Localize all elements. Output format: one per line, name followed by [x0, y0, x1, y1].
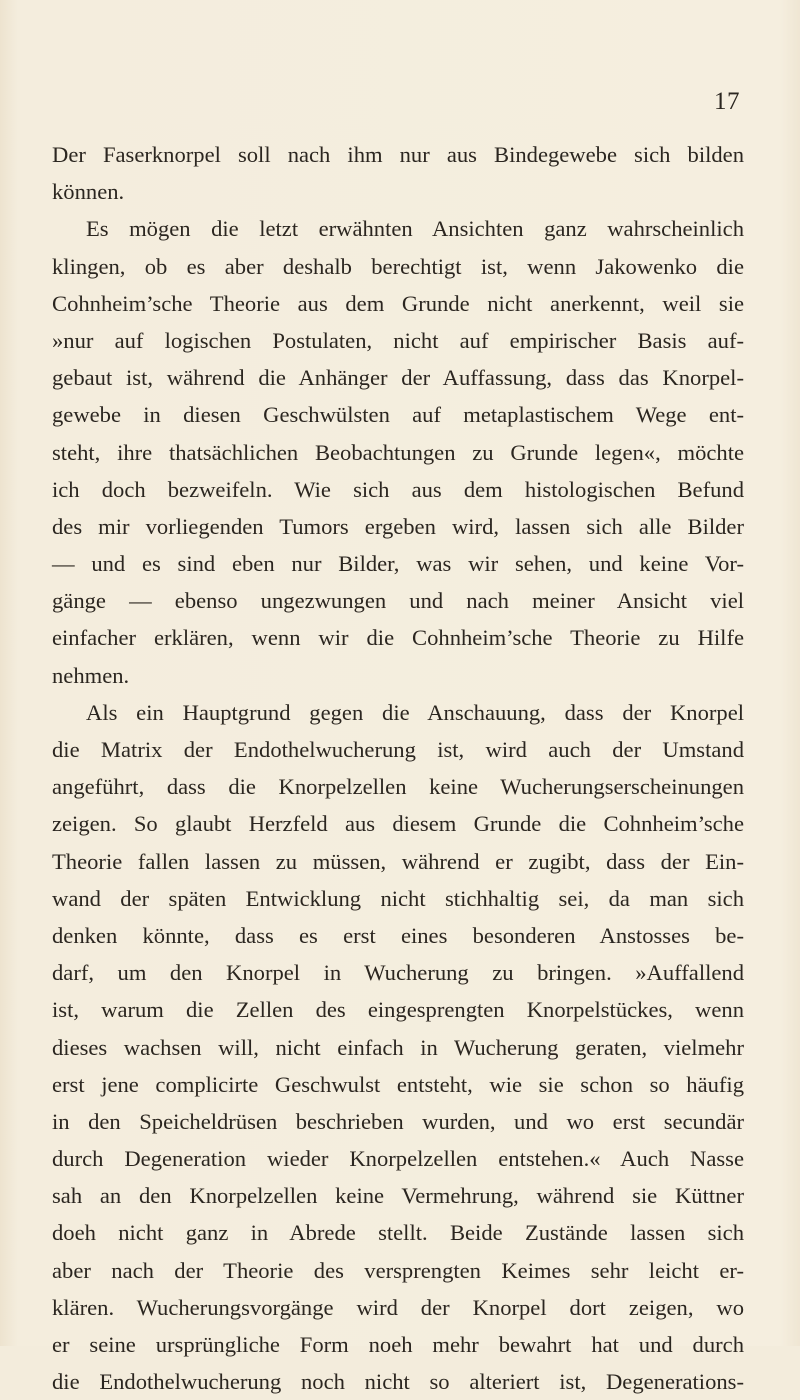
text-line: nehmen. — [52, 662, 130, 688]
text-line: ist, warum die Zellen des eingesprengten Knorpelstückes, wenn — [52, 997, 744, 1023]
text-line: denken könnte, dass es erst eines besonderen Anstosses be- — [52, 922, 744, 948]
text-line: Cohnheim’sche Theorie aus dem Grunde nicht anerkennt, weil sie — [52, 290, 744, 316]
text-line: klingen, ob es aber deshalb berechtigt ist, wenn Jakowenko die — [52, 253, 744, 279]
text-line: Als ein Hauptgrund gegen die Anschauung, dass der Knorpel — [86, 699, 744, 725]
text-line: des mir vorliegenden Tumors ergeben wird, lassen sich alle Bilder — [52, 513, 744, 539]
text-line: gebaut ist, während die Anhänger der Auffassung, dass das Knorpel- — [52, 365, 744, 391]
text-line: Theorie fallen lassen zu müssen, während er zugibt, dass der Ein- — [52, 848, 744, 874]
text-line: die Matrix der Endothelwucherung ist, wird auch der Umstand — [52, 737, 744, 762]
text-line: angeführt, dass die Knorpelzellen keine Wucherungserscheinungen — [52, 774, 744, 800]
text-line: die Endothelwucherung noch nicht so alteriert ist, Degenerations- — [52, 1369, 744, 1395]
text-line: — und es sind eben nur Bilder, was wir sehen, und keine Vor- — [52, 551, 744, 577]
text-line: dieses wachsen will, nicht einfach in Wucherung geraten, vielmehr — [52, 1034, 744, 1060]
body-text — [52, 136, 744, 1400]
text-line: wand der späten Entwicklung nicht stichhaltig sei, da man sich — [52, 885, 744, 911]
text-line: »nur auf logischen Postulaten, nicht auf empirischer Basis auf- — [52, 327, 744, 353]
text-line: sah an den Knorpelzellen keine Vermehrung, während sie Küttner — [52, 1183, 744, 1209]
text-line: zeigen. So glaubt Herzfeld aus diesem Grunde die Cohnheim’sche — [52, 811, 744, 837]
text-line: steht, ihre thatsächlichen Beobachtungen zu Grunde legen«, möchte — [52, 439, 744, 465]
text-line: Der Faserknorpel soll nach ihm nur aus Bindegewebe sich bilden — [52, 142, 744, 167]
text-line: Es mögen die letzt erwähnten Ansichten ganz wahrscheinlich — [86, 216, 744, 242]
text-line: erst jene complicirte Geschwulst entsteht, wie sie schon so häufig — [52, 1071, 744, 1097]
text-line: er seine ursprüngliche Form noeh mehr bewahrt hat und durch — [52, 1332, 744, 1357]
text-line: in den Speicheldrüsen beschrieben wurden, und wo erst secundär — [52, 1108, 744, 1134]
text-line: doeh nicht ganz in Abrede stellt. Beide Zustände lassen sich — [52, 1220, 744, 1246]
text-line: durch Degeneration wieder Knorpelzellen entstehen.« Auch Nasse — [52, 1146, 744, 1172]
text-line: einfacher erklären, wenn wir die Cohnheim’sche Theorie zu Hilfe — [52, 625, 744, 651]
text-line: können. — [52, 179, 125, 205]
text-line: gewebe in diesen Geschwülsten auf metaplastischem Wege ent- — [52, 402, 744, 428]
text-line: darf, um den Knorpel in Wucherung zu bringen. »Auffallend — [52, 960, 744, 986]
text-line: ich doch bezweifeln. Wie sich aus dem histologischen Befund — [52, 476, 744, 502]
text-line: aber nach der Theorie des versprengten Keimes sehr leicht er- — [52, 1257, 744, 1283]
text-line: klären. Wucherungsvorgänge wird der Knorpel dort zeigen, wo — [52, 1294, 744, 1320]
text-line: gänge — ebenso ungezwungen und nach meiner Ansicht viel — [52, 588, 744, 614]
page-number: 17 — [714, 88, 740, 115]
